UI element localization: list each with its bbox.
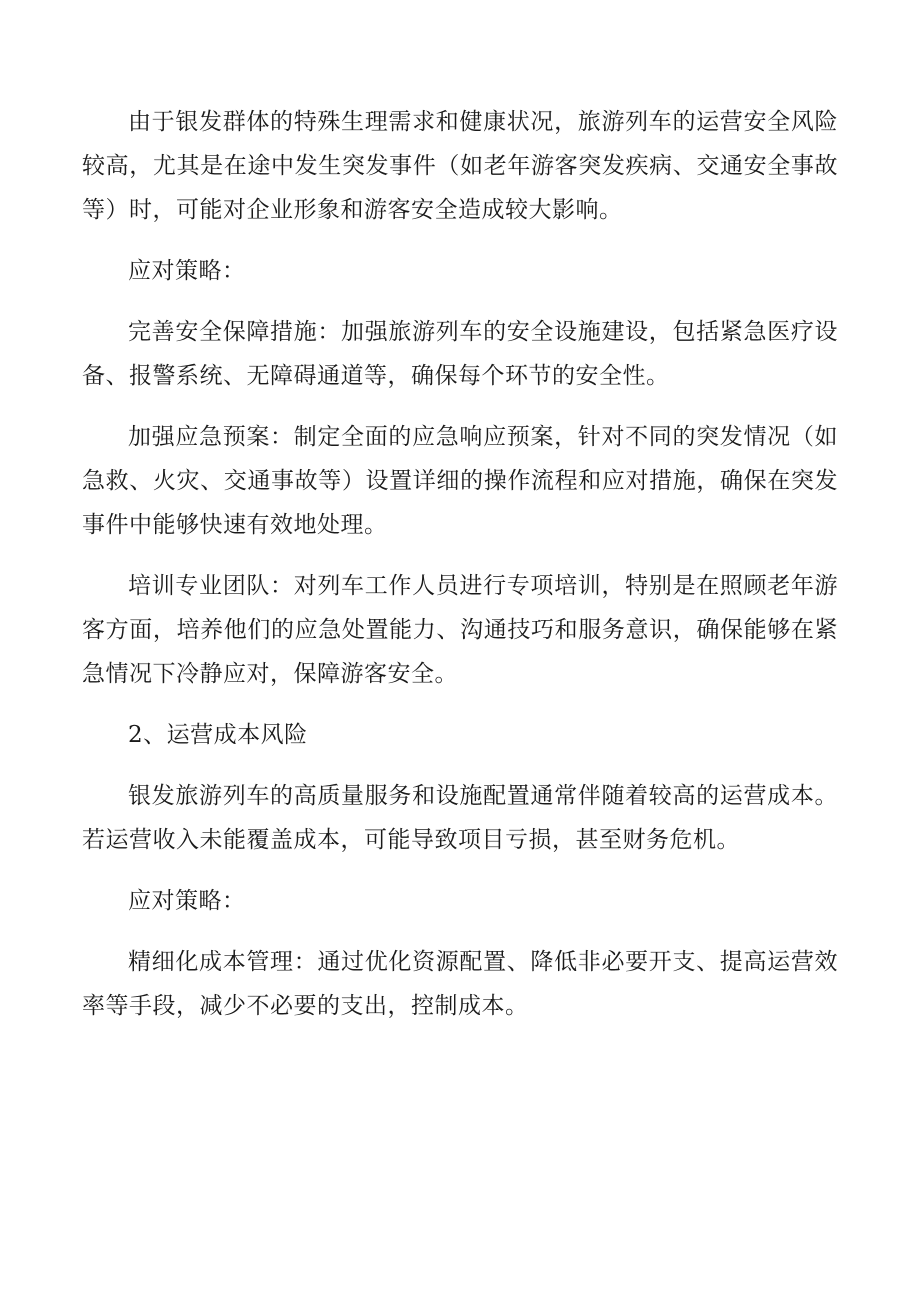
paragraph-safety-risk: 由于银发群体的特殊生理需求和健康状况，旅游列车的运营安全风险较高，尤其是在途中发生突发事件（如老年游客突发疾病、交通安全事故等）时，可能对企业形象和游客安全造成较大影响。 <box>82 109 838 223</box>
paragraph-safety-measures: 完善安全保障措施：加强旅游列车的安全设施建设，包括紧急医疗设备、报警系统、无障碍通道等，确保每个环节的安全性。 <box>82 319 838 389</box>
paragraph-strategy-heading: 应对策略： <box>128 258 246 284</box>
section-heading-operating-cost-risk: 2、运营成本风险 <box>128 722 308 748</box>
paragraph-strategy-heading-2: 应对策略： <box>128 888 246 914</box>
paragraph-emergency-plan: 加强应急预案：制定全面的应急响应预案，针对不同的突发情况（如急救、火灾、交通事故等）设置详细的操作流程和应对措施，确保在突发事件中能够快速有效地处理。 <box>82 424 838 538</box>
paragraph-cost-risk: 银发旅游列车的高质量服务和设施配置通常伴随着较高的运营成本。若运营收入未能覆盖成本，可能导致项目亏损，甚至财务危机。 <box>82 783 838 853</box>
document-body <box>82 100 838 1045</box>
paragraph-cost-management: 精细化成本管理：通过优化资源配置、降低非必要开支、提高运营效率等手段，减少不必要的支出，控制成本。 <box>82 949 838 1019</box>
paragraph-staff-training: 培训专业团队：对列车工作人员进行专项培训，特别是在照顾老年游客方面，培养他们的应急处置能力、沟通技巧和服务意识，确保能够在紧急情况下冷静应对，保障游客安全。 <box>82 573 838 687</box>
